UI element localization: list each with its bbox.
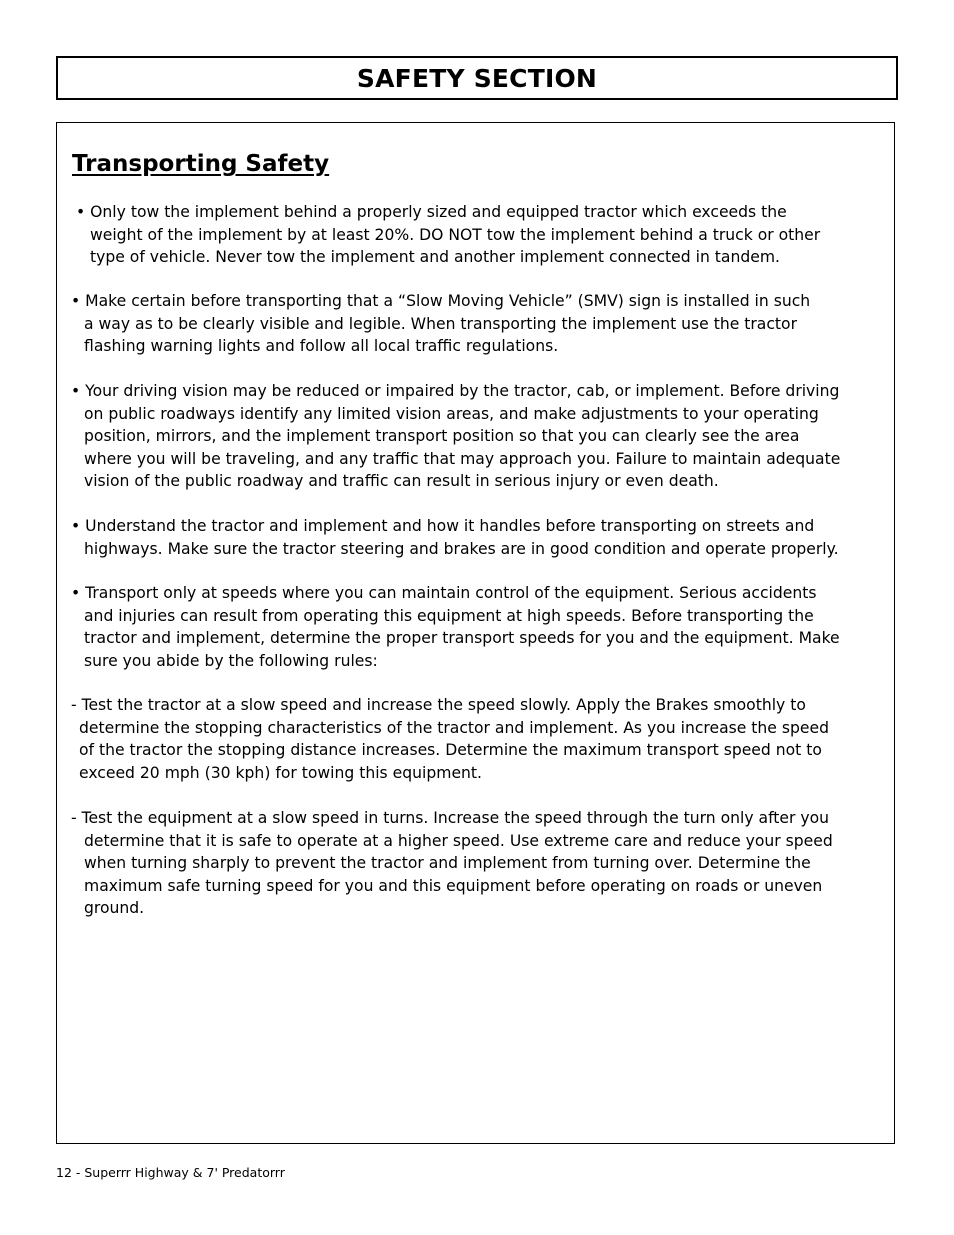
paragraph-line: determine that it is safe to operate at a higher speed. Use extreme care and reduce your speed xyxy=(84,831,833,850)
paragraph-line: position, mirrors, and the implement transport position so that you can clearly see the area xyxy=(84,427,800,445)
paragraph-rule-turns xyxy=(71,807,833,920)
paragraph-line: and injuries can result from operating this equipment at high speeds. Before transporting the xyxy=(84,606,814,625)
content-box xyxy=(56,122,895,1144)
paragraph-line: - Test the equipment at a slow speed in turns. Increase the speed through the turn only after you xyxy=(71,809,830,827)
paragraph-line: weight of the implement by at least 20%. DO NOT tow the implement behind a truck or other xyxy=(90,225,821,244)
paragraph-line: flashing warning lights and follow all local traffic regulations. xyxy=(84,337,559,355)
paragraph-line: • Your driving vision may be reduced or impaired by the tractor, cab, or implement. Before driving xyxy=(71,382,840,400)
paragraph-line: ground. xyxy=(84,899,145,917)
paragraph-line: when turning sharply to prevent the tractor and implement from turning over. Determine the xyxy=(84,854,811,872)
page-footer: 12 - Superrr Highway & 7' Predatorrr xyxy=(56,1165,285,1180)
paragraph-understand-handling xyxy=(71,515,839,560)
paragraph-line: exceed 20 mph (30 kph) for towing this equipment. xyxy=(79,763,482,782)
paragraph-line: where you will be traveling, and any traffic that may approach you. Failure to maintain adequate xyxy=(84,449,841,468)
paragraph-line: of the tractor the stopping distance increases. Determine the maximum transport speed not to xyxy=(79,741,822,759)
paragraph-line: highways. Make sure the tractor steering and brakes are in good condition and operate properly. xyxy=(84,539,839,558)
paragraph-line: determine the stopping characteristics of the tractor and implement. As you increase the speed xyxy=(79,718,829,737)
paragraph-line: • Make certain before transporting that a “Slow Moving Vehicle” (SMV) sign is installed in such xyxy=(71,292,811,310)
paragraph-driving-vision xyxy=(71,380,840,493)
paragraph-line: sure you abide by the following rules: xyxy=(84,651,378,670)
section-header-title: SAFETY SECTION xyxy=(356,63,598,93)
paragraph-line: on public roadways identify any limited vision areas, and make adjustments to your operating xyxy=(84,404,819,423)
paragraph-tow-implement xyxy=(76,201,820,269)
section-header xyxy=(56,56,898,100)
paragraph-rule-slow-speed xyxy=(71,694,829,784)
paragraph-line: maximum safe turning speed for you and this equipment before operating on roads or uneven xyxy=(84,876,823,895)
paragraph-line: tractor and implement, determine the proper transport speeds for you and the equipment. Make xyxy=(84,629,840,647)
paragraph-line: type of vehicle. Never tow the implement and another implement connected in tandem. xyxy=(90,248,780,266)
paragraph-line: a way as to be clearly visible and legible. When transporting the implement use the tractor xyxy=(84,314,797,333)
paragraph-line: - Test the tractor at a slow speed and increase the speed slowly. Apply the Brakes smoothly to xyxy=(71,696,806,714)
paragraph-line: • Understand the tractor and implement and how it handles before transporting on streets and xyxy=(71,517,815,535)
paragraph-line: vision of the public roadway and traffic can result in serious injury or even death. xyxy=(84,472,719,490)
paragraph-transport-speeds xyxy=(71,582,840,672)
paragraph-smv-sign xyxy=(71,290,810,358)
paragraph-line: • Transport only at speeds where you can maintain control of the equipment. Serious accidents xyxy=(71,584,817,602)
paragraph-line: • Only tow the implement behind a properly sized and equipped tractor which exceeds the xyxy=(76,203,787,221)
content-title: Transporting Safety xyxy=(72,151,330,177)
